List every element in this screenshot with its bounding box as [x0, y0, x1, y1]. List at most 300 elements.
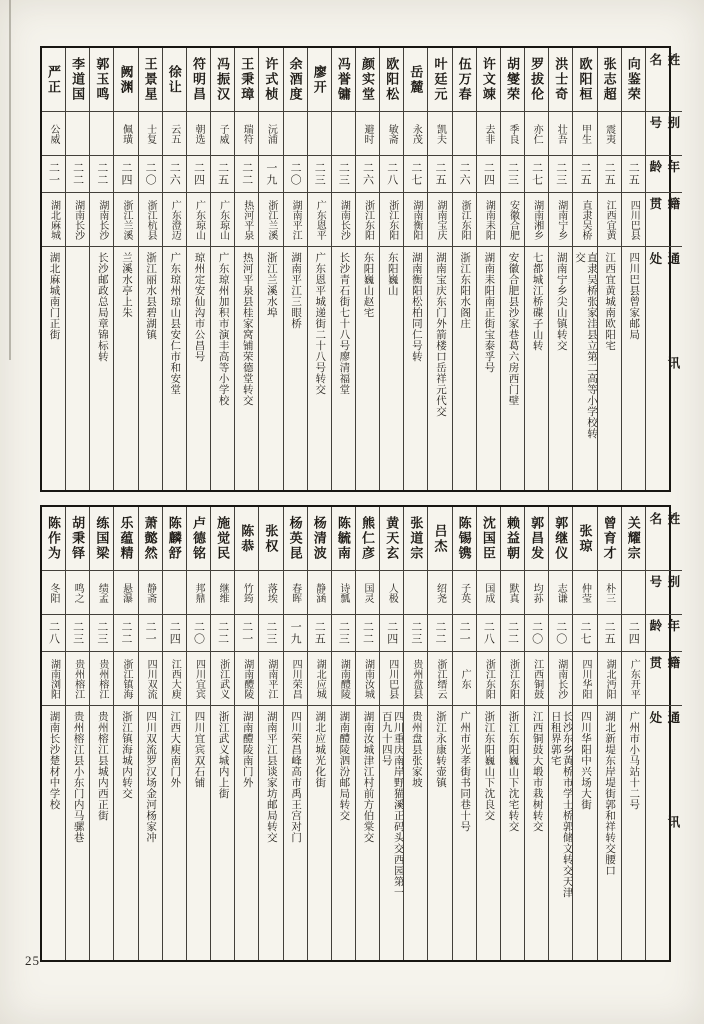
age-cell: [235, 615, 258, 652]
person-address: 江西大庾南门外: [169, 711, 181, 788]
person-origin: 湖南浏阳: [48, 658, 60, 699]
person-age: 二三: [71, 621, 84, 645]
name-cell: [453, 507, 476, 571]
age-cell: [428, 156, 451, 193]
person-alias: 云五: [168, 123, 180, 144]
person-age: 二八: [482, 621, 495, 645]
header-origin-cell: [646, 193, 682, 247]
age-cell: [114, 156, 137, 193]
address-cell: [114, 247, 137, 490]
name-cell: [211, 507, 234, 571]
entry-column: [427, 48, 451, 490]
person-origin: 四川巴县: [386, 658, 398, 699]
origin-cell: [356, 652, 379, 706]
person-address: 江西铜鼓大塅市栽树转交: [531, 711, 543, 832]
address-cell: [477, 247, 500, 490]
address-cell: [356, 706, 379, 960]
address-cell: [90, 247, 113, 490]
person-alias: 冬阳: [48, 582, 60, 603]
header-address-cell: [646, 247, 682, 490]
origin-cell: [66, 193, 89, 247]
address-cell: [42, 706, 65, 960]
origin-cell: [332, 193, 355, 247]
origin-cell: [549, 652, 572, 706]
alias-cell: [66, 112, 89, 156]
origin-cell: [356, 193, 379, 247]
alias-cell: [42, 571, 65, 615]
person-name: 黄天玄: [384, 516, 400, 561]
age-cell: [42, 156, 65, 193]
person-address: 广东恩平城递街二十八号转交: [314, 252, 326, 395]
name-cell: [308, 48, 331, 112]
origin-cell: [428, 652, 451, 706]
age-cell: [284, 156, 307, 193]
person-age: 二八: [385, 162, 398, 186]
entry-column: [210, 48, 234, 490]
address-cell: [598, 706, 621, 960]
name-cell: [428, 48, 451, 112]
address-cell: [573, 247, 596, 490]
address-cell: [573, 706, 596, 960]
person-alias: 春晖: [289, 582, 301, 603]
person-alias: 竹筠: [241, 582, 253, 603]
person-age: 二三: [313, 162, 326, 186]
age-cell: [259, 156, 282, 193]
age-cell: [404, 156, 427, 193]
alias-cell: [453, 571, 476, 615]
person-name: 伍万春: [456, 57, 472, 102]
age-cell: [187, 615, 210, 652]
person-address: 浙江东阳水阁庄: [459, 252, 471, 329]
entry-column: [42, 507, 65, 960]
alias-cell: [356, 112, 379, 156]
alias-cell: [477, 571, 500, 615]
name-cell: [114, 507, 137, 571]
age-cell: [598, 156, 621, 193]
person-origin: 湖南长沙: [555, 658, 567, 699]
name-cell: [598, 48, 621, 112]
person-name: 施觉民: [215, 516, 231, 561]
entry-column: [331, 507, 355, 960]
person-name: 张权: [263, 523, 279, 554]
person-name: 廖开: [311, 64, 327, 95]
person-name: 卢德铭: [190, 516, 206, 561]
person-origin: 广东开平: [628, 658, 640, 699]
person-origin: 贵州榕江: [96, 658, 108, 699]
age-cell: [428, 615, 451, 652]
person-address: 湖南醴陵泗汾邮局转交: [338, 711, 350, 821]
address-cell: [428, 706, 451, 960]
header-alias-cell: [646, 112, 682, 156]
address-cell: [380, 706, 403, 960]
person-address: 湖南长沙楚材中学校: [48, 711, 60, 810]
alias-cell: [428, 112, 451, 156]
header-address-label: 通讯处: [647, 711, 680, 920]
person-alias: 朝选: [192, 123, 204, 144]
header-alias-label: 别号: [647, 575, 680, 600]
address-cell: [308, 706, 331, 960]
address-cell: [549, 247, 572, 490]
header-age-label: 年龄: [647, 160, 680, 178]
name-cell: [622, 48, 645, 112]
person-alias: 落埃: [265, 582, 277, 603]
person-alias: 沅浦: [265, 123, 277, 144]
person-alias: 邦鼎: [192, 582, 204, 603]
person-age: 二四: [168, 621, 181, 645]
person-age: 一九: [289, 621, 302, 645]
person-origin: 浙江东阳: [483, 658, 495, 699]
person-origin: 浙江杭县: [145, 199, 157, 240]
person-age: 二〇: [144, 162, 157, 186]
name-cell: [187, 48, 210, 112]
header-column: [645, 507, 680, 960]
person-alias: 朴三: [603, 582, 615, 603]
person-name: 许文竦: [480, 57, 496, 102]
person-age: 二三: [506, 162, 519, 186]
roster-table-bottom: [40, 505, 680, 962]
person-name: 赖益朝: [504, 516, 520, 561]
person-name: 陈麟舒: [166, 516, 182, 561]
person-alias: 绩孟: [96, 582, 108, 603]
person-origin: 江西大庾: [169, 658, 181, 699]
person-name: 严正: [46, 64, 62, 95]
address-cell: [622, 247, 645, 490]
address-cell: [501, 706, 524, 960]
name-cell: [380, 507, 403, 571]
person-origin: 湖南宁乡: [555, 199, 567, 240]
person-origin: 四川巴县: [628, 199, 640, 240]
name-cell: [139, 507, 162, 571]
age-cell: [187, 156, 210, 193]
origin-cell: [380, 652, 403, 706]
person-address: 广州市小马站十二号: [628, 711, 640, 810]
header-age-label: 年龄: [647, 619, 680, 637]
person-name: 阙渊: [118, 64, 134, 95]
person-alias: 凯夫: [434, 123, 446, 144]
person-origin: 广东恩平: [314, 199, 326, 240]
person-origin: 湖南长沙: [72, 199, 84, 240]
origin-cell: [259, 193, 282, 247]
name-cell: [66, 507, 89, 571]
person-name: 罗拔伦: [529, 57, 545, 102]
person-age: 二二: [119, 621, 132, 645]
alias-cell: [187, 571, 210, 615]
name-cell: [404, 48, 427, 112]
age-cell: [356, 156, 379, 193]
origin-cell: [308, 652, 331, 706]
person-age: 二三: [95, 621, 108, 645]
origin-cell: [114, 652, 137, 706]
address-cell: [235, 247, 258, 490]
person-age: 二五: [603, 621, 616, 645]
person-alias: 诗瓢: [337, 582, 349, 603]
person-alias: 亦仁: [531, 123, 543, 144]
person-alias: 仲莹: [579, 582, 591, 603]
person-name: 徐让: [166, 64, 182, 95]
origin-cell: [501, 652, 524, 706]
origin-cell: [284, 652, 307, 706]
origin-cell: [598, 193, 621, 247]
alias-cell: [308, 571, 331, 615]
header-name-label: 姓名: [647, 53, 680, 94]
alias-cell: [598, 571, 621, 615]
alias-cell: [549, 571, 572, 615]
origin-cell: [453, 193, 476, 247]
address-cell: [308, 247, 331, 490]
person-alias: 避时: [362, 123, 374, 144]
address-cell: [163, 247, 186, 490]
alias-cell: [428, 571, 451, 615]
name-cell: [66, 48, 89, 112]
name-cell: [356, 507, 379, 571]
person-name: 熊仁彦: [360, 516, 376, 561]
person-name: 欧阳松: [384, 57, 400, 102]
header-origin-cell: [646, 652, 682, 706]
entry-column: [331, 48, 355, 490]
age-cell: [211, 156, 234, 193]
origin-cell: [525, 652, 548, 706]
origin-cell: [622, 652, 645, 706]
name-cell: [90, 507, 113, 571]
person-age: 二六: [458, 162, 471, 186]
person-origin: 广东琼山: [193, 199, 205, 240]
person-address: 热河平泉县桂家窝铺荣德堂转交: [241, 252, 253, 406]
origin-cell: [259, 652, 282, 706]
alias-cell: [332, 571, 355, 615]
address-cell: [139, 706, 162, 960]
age-cell: [284, 615, 307, 652]
person-origin: 浙江东阳: [507, 658, 519, 699]
name-cell: [259, 507, 282, 571]
entry-column: [379, 48, 403, 490]
address-cell: [66, 247, 89, 490]
age-cell: [525, 156, 548, 193]
age-cell: [380, 615, 403, 652]
person-address: 湖北应城光化街: [314, 711, 326, 788]
person-age: 二五: [627, 162, 640, 186]
person-name: 胡燮荣: [504, 57, 520, 102]
age-cell: [308, 156, 331, 193]
entry-column: [138, 507, 162, 960]
alias-cell: [259, 571, 282, 615]
person-address: 四川重庆南岸野猫溪正码头交西园第一百九十四号: [380, 711, 404, 898]
alias-cell: [501, 571, 524, 615]
entry-column: [621, 48, 645, 490]
age-cell: [114, 615, 137, 652]
entry-column: [403, 507, 427, 960]
name-cell: [332, 48, 355, 112]
alias-cell: [284, 571, 307, 615]
alias-cell: [187, 112, 210, 156]
person-origin: 湖南平江: [290, 199, 302, 240]
entry-column: [621, 507, 645, 960]
person-origin: 浙江东阳: [386, 199, 398, 240]
origin-cell: [573, 652, 596, 706]
entry-column: [89, 48, 113, 490]
origin-cell: [404, 652, 427, 706]
age-cell: [66, 156, 89, 193]
person-alias: 子英: [458, 582, 470, 603]
person-name: 练国梁: [94, 516, 110, 561]
alias-cell: [404, 112, 427, 156]
person-origin: 湖南醴陵: [338, 658, 350, 699]
entry-column: [307, 48, 331, 490]
person-age: 二五: [603, 162, 616, 186]
origin-cell: [235, 193, 258, 247]
origin-cell: [428, 193, 451, 247]
person-name: 陈锡镌: [456, 516, 472, 561]
address-cell: [501, 247, 524, 490]
person-name: 乐蕴精: [118, 516, 134, 561]
alias-cell: [380, 571, 403, 615]
entry-column: [258, 507, 282, 960]
alias-cell: [259, 112, 282, 156]
address-cell: [114, 706, 137, 960]
person-alias: 壮吾: [555, 123, 567, 144]
alias-cell: [525, 112, 548, 156]
name-cell: [235, 507, 258, 571]
name-cell: [525, 48, 548, 112]
name-cell: [139, 48, 162, 112]
age-cell: [66, 615, 89, 652]
entry-column: [548, 507, 572, 960]
person-origin: 江西宜黄: [604, 199, 616, 240]
person-origin: 浙江兰溪: [265, 199, 277, 240]
address-cell: [187, 247, 210, 490]
origin-cell: [477, 193, 500, 247]
person-age: 二一: [458, 621, 471, 645]
person-address: 东阳巍山: [386, 252, 398, 296]
age-cell: [380, 156, 403, 193]
age-cell: [332, 615, 355, 652]
person-origin: 安徽合肥: [507, 199, 519, 240]
person-age: 二三: [264, 621, 277, 645]
name-cell: [428, 507, 451, 571]
person-origin: 浙江兰溪: [120, 199, 132, 240]
address-cell: [187, 706, 210, 960]
person-age: 二〇: [554, 621, 567, 645]
origin-cell: [139, 652, 162, 706]
person-name: 杨英昆: [287, 516, 303, 561]
age-cell: [332, 156, 355, 193]
name-cell: [42, 48, 65, 112]
person-alias: 永茂: [410, 123, 422, 144]
person-name: 陈作为: [46, 516, 62, 561]
person-name: 岳麓: [408, 64, 424, 95]
person-name: 向鉴荣: [625, 57, 641, 102]
person-origin: 贵州榕江: [72, 658, 84, 699]
age-cell: [549, 615, 572, 652]
name-cell: [477, 507, 500, 571]
person-alias: 子威: [217, 123, 229, 144]
person-name: 叶廷元: [432, 57, 448, 102]
name-cell: [622, 507, 645, 571]
person-address: 湖南耒阳南正街宝泰孚号: [483, 252, 495, 373]
entry-column: [572, 507, 596, 960]
person-address: 浙江永康转壶镇: [435, 711, 447, 788]
person-address: 贵州盘县张家坡: [410, 711, 422, 788]
person-name: 郭玉鸣: [94, 57, 110, 102]
header-origin-label: 籍贯: [647, 656, 680, 689]
address-cell: [404, 706, 427, 960]
person-name: 张琼: [577, 523, 593, 554]
address-cell: [525, 247, 548, 490]
person-origin: 浙江缙云: [435, 658, 447, 699]
person-name: 冯振汉: [215, 57, 231, 102]
entry-column: [597, 507, 621, 960]
name-cell: [501, 48, 524, 112]
person-age: 二二: [506, 621, 519, 645]
person-origin: 江西铜鼓: [531, 658, 543, 699]
person-alias: 鸣之: [72, 582, 84, 603]
person-alias: 默真: [506, 582, 518, 603]
header-address-label: 通讯处: [647, 252, 680, 461]
person-name: 沈国臣: [480, 516, 496, 561]
person-name: 王景星: [142, 57, 158, 102]
person-origin: 直隶吴桥: [579, 199, 591, 240]
entry-column: [427, 507, 451, 960]
person-name: 杨清波: [311, 516, 327, 561]
alias-cell: [235, 112, 258, 156]
person-address: 浙江东阳巍山下沈良交: [483, 711, 495, 821]
origin-cell: [332, 652, 355, 706]
person-name: 曾育才: [601, 516, 617, 561]
age-cell: [90, 156, 113, 193]
address-cell: [259, 706, 282, 960]
person-age: 二六: [168, 162, 181, 186]
person-alias: 公威: [48, 123, 60, 144]
person-alias: 季良: [506, 123, 518, 144]
person-name: 颜实堂: [360, 57, 376, 102]
origin-cell: [284, 193, 307, 247]
person-name: 萧懿然: [142, 516, 158, 561]
person-alias: 士复: [144, 123, 156, 144]
person-name: 张志超: [601, 57, 617, 102]
person-address: 广东琼州琼山县安仁市和安堂: [169, 252, 181, 395]
person-address: 湖南汝城津江村前方伯棠交: [362, 711, 374, 843]
name-cell: [284, 48, 307, 112]
person-address: 湖南衡阳松柏同仁号转: [410, 252, 422, 362]
header-address-cell: [646, 706, 682, 960]
name-cell: [356, 48, 379, 112]
origin-cell: [42, 652, 65, 706]
person-name: 欧阳桓: [577, 57, 593, 102]
name-cell: [332, 507, 355, 571]
person-origin: 湖南长沙: [338, 199, 350, 240]
alias-cell: [42, 112, 65, 156]
entry-column: [138, 48, 162, 490]
entry-column: [89, 507, 113, 960]
person-origin: 湖南衡阳: [410, 199, 422, 240]
person-age: 二一: [144, 621, 157, 645]
person-name: 许式桢: [263, 57, 279, 102]
name-cell: [284, 507, 307, 571]
person-origin: 四川荣昌: [290, 658, 302, 699]
person-age: 二二: [240, 162, 253, 186]
address-cell: [428, 247, 451, 490]
person-alias: 去非: [482, 123, 494, 144]
address-cell: [42, 247, 65, 490]
person-age: 二六: [361, 162, 374, 186]
address-cell: [211, 247, 234, 490]
origin-cell: [501, 193, 524, 247]
address-cell: [525, 706, 548, 960]
alias-cell: [114, 571, 137, 615]
entry-column: [524, 507, 548, 960]
person-origin: 湖南醴陵: [241, 658, 253, 699]
roster-table-top: [40, 46, 680, 492]
origin-cell: [525, 193, 548, 247]
